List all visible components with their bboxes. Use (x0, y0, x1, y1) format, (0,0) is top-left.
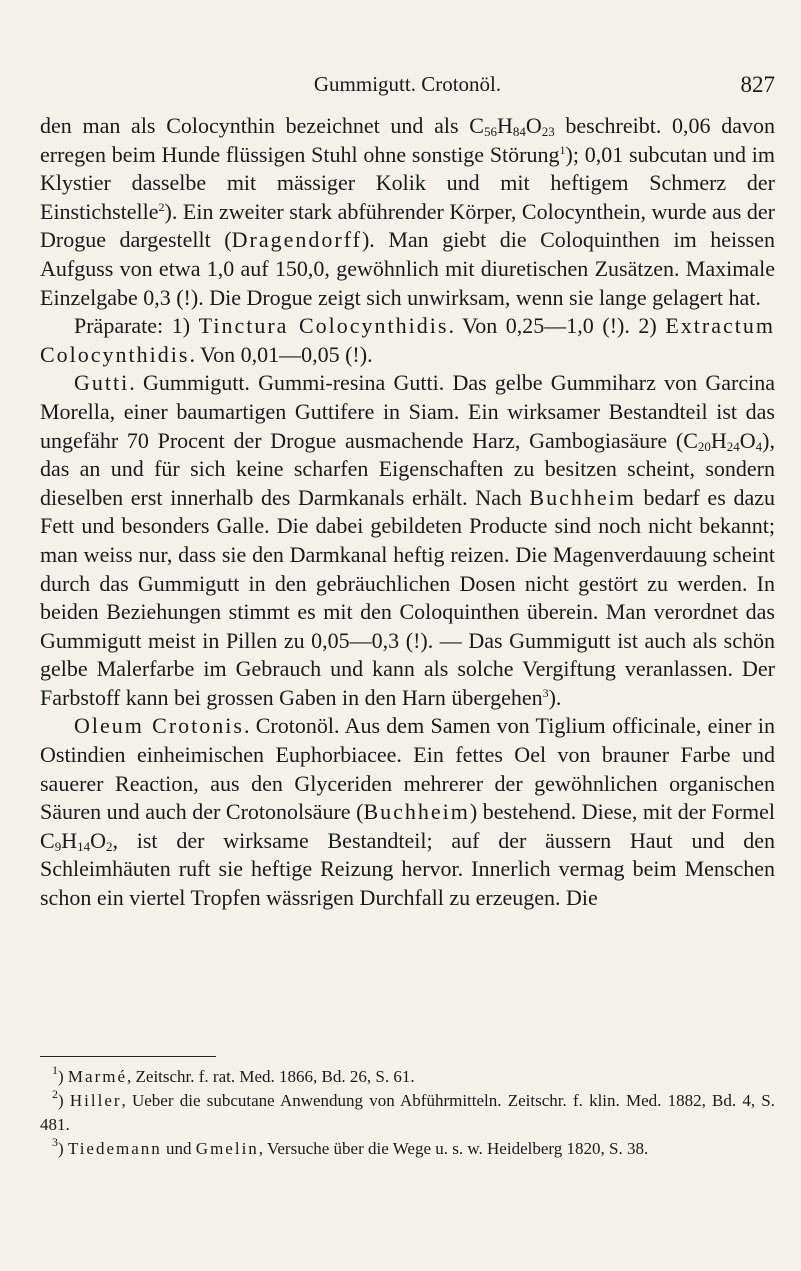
paragraph-colocynthin: den man als Colocynthin bezeichnet und als $C_{56}H_{84}O_{23}$ beschreibt. 0,06 davon erregen beim Hunde flüssigen Stuhl ohne sonstige Störung$^1$); 0,01 subcutan und im Klystier dasselbe mit mässiger Kolik und mit heftigem Schmerz der Einstichstelle$^2$). Ein zweiter stark abführender Körper, Colocynthein, wurde aus der Drogue dargestellt (Dragendorff). Man giebt die Coloquinthen im heissen Aufguss von etwa 1,0 auf 150,0, gewöhnlich mit diuretischen Zusätzen. Maximale Einzelgabe 0,3 (!). Die Drogue zeigt sich unwirksam, wenn sie lange gelagert hat. (40, 113, 775, 310)
preparation-name: Extractum Colocynthidis (40, 313, 775, 367)
paragraph-oleum-crotonis: Oleum Crotonis. Crotonöl. Aus dem Samen von Tiglium officinale, einer in Ostindien einheimischen Euphorbiacee. Ein fettes Oel von brauner Farbe und sauerer Reaction, aus den Glyceriden mehrerer der gewöhnlichen organischen Säuren und auch der Crotonolsäure (Buchheim) bestehend. Diese, mit der Formel $C_9H_{14}O_2$, ist der wirksame Bestandteil; auf der äussern Haut und den Schleimhäuten ruft sie heftige Reizung hervor. Innerlich vermag beim Menschen schon ein viertel Tropfen wässrigen Durchfall zu erzeugen. Die (40, 713, 775, 911)
page-number: 827 (740, 72, 775, 97)
entry-heading: Gutti (74, 370, 130, 396)
footnote-ref: 1 (559, 142, 566, 157)
footnotes (40, 1065, 775, 1161)
entry-heading: Oleum Crotonis (74, 713, 244, 739)
paragraph-gutti: Gutti. Gummigutt. Gummi-resina Gutti. Das gelbe Gummiharz von Garcina Morella, einer baumartigen Guttifere in Siam. Ein wirksamer Bestandteil ist das ungefähr 70 Procent der Drogue ausmachende Harz, Gambogiasäure $(C_{20}H_{24}O_4)$, das an und für sich keine scharfen Eigenschaften zu besitzen scheint, sondern dieselben erst innerhalb des Darmkanals erhält. Nach Buchheim bedarf es dazu Fett und besonders Galle. Die dabei gebildeten Producte sind noch nicht bekannt; man weiss nur, dass sie den Darmkanal heftig reizen. Die Magenverdauung scheint durch das Gummigutt in den gebräuchlichen Dosen nicht gestört zu werden. In beiden Beziehungen stimmt es mit den Coloquinthen überein. Man verordnet das Gummigutt meist in Pillen zu 0,05—0,3 (!). — Das Gummigutt ist auch als schön gelbe Malerfarbe im Gebrauch und kann als solche Vergiftung veranlassen. Der Farbstoff kann bei grossen Gaben in den Harn übergehen$^3$). (40, 370, 775, 710)
author-name: Buchheim (529, 484, 636, 510)
author-name: Buchheim (363, 799, 470, 825)
main-text (40, 112, 775, 913)
footnote-3: $^3$) Tiedemann und Gmelin, Versuche über die Wege u. s. w. Heidelberg 1820, S. 38. (52, 1135, 649, 1158)
running-header (40, 72, 775, 106)
paragraph-preparations: Präparate: 1) Tinctura Colocynthidis. Von 0,25—1,0 (!). 2) Extractum Colocynthidis. Von 0,01—0,05 (!). (40, 313, 775, 367)
author-name: Dragendorff (231, 227, 362, 253)
footnote-ref: 2 (158, 199, 165, 214)
footnote-divider (40, 1056, 216, 1057)
preparation-name: Tinctura Colocynthidis (198, 313, 449, 339)
footnote-1: $^1$) Marmé, Zeitschr. f. rat. Med. 1866, Bd. 26, S. 61. (52, 1063, 415, 1086)
running-title: Gummigutt. Crotonöl. (313, 72, 502, 96)
footnote-2: $^2$) Hiller, Ueber die subcutane Anwendung von Abführmitteln. Zeitschr. f. klin. Med. 1882, Bd. 4, S. 481. (40, 1087, 775, 1134)
footnote-ref: 3 (542, 685, 549, 700)
